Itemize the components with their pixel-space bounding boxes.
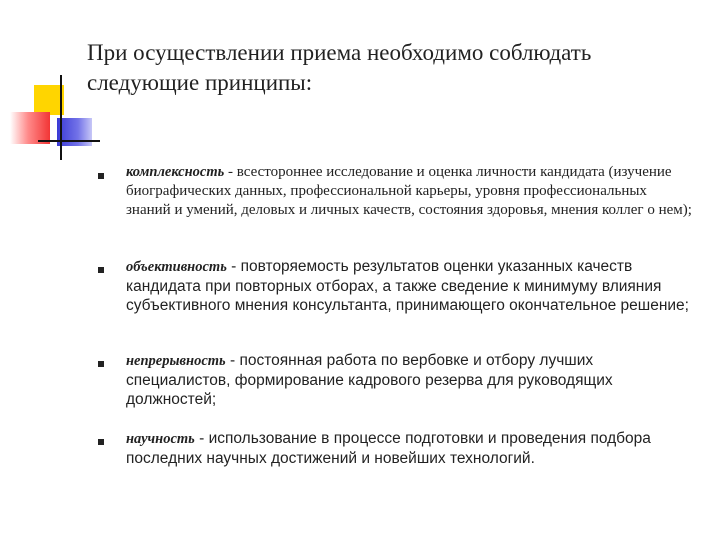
bullet-square-icon — [98, 173, 104, 179]
list-item-description: повторяемость результатов оценки указанных качеств кандидата при повторных отборах, а также сведение к минимуму влияния субъективного мнения консультанта, принимающего окончательное решение; — [126, 258, 689, 314]
bullet-square-icon — [98, 439, 104, 445]
list-item-text — [126, 163, 694, 220]
list-item-text — [126, 351, 694, 409]
list-item-description: всестороннее исследование и оценка личности кандидата (изучение биографических данных, профессиональной карьеры, уровня профессиональных знаний и умений, деловых и личных качеств, состояния здоровья, мнения коллег о нем); — [126, 164, 692, 218]
title-line-2: следующие принципы: — [87, 70, 313, 95]
list-item-term: комплексность — [126, 164, 225, 180]
list-item-separator: - — [225, 352, 240, 369]
list-item-text — [126, 429, 694, 468]
title-line-1: При осуществлении приема необходимо соблюдать — [87, 40, 592, 65]
list-item-description: использование в процессе подготовки и проведения подбора последних научных достижений и новейших технологий. — [126, 430, 651, 467]
list-item-separator: - — [226, 258, 241, 275]
list-item-description: постоянная работа по вербовке и отбору лучших специалистов, формирование кадрового резерва для руководящих должностей; — [126, 352, 613, 408]
list-item-separator: - — [224, 164, 237, 180]
bullet-square-icon — [98, 361, 104, 367]
list-item-text — [126, 257, 694, 315]
list-item-term: объективность — [126, 259, 227, 275]
list-item-separator: - — [194, 430, 209, 447]
list-item-term: непрерывность — [126, 353, 226, 369]
list-item-term: научность — [126, 431, 195, 447]
bullet-square-icon — [98, 267, 104, 273]
